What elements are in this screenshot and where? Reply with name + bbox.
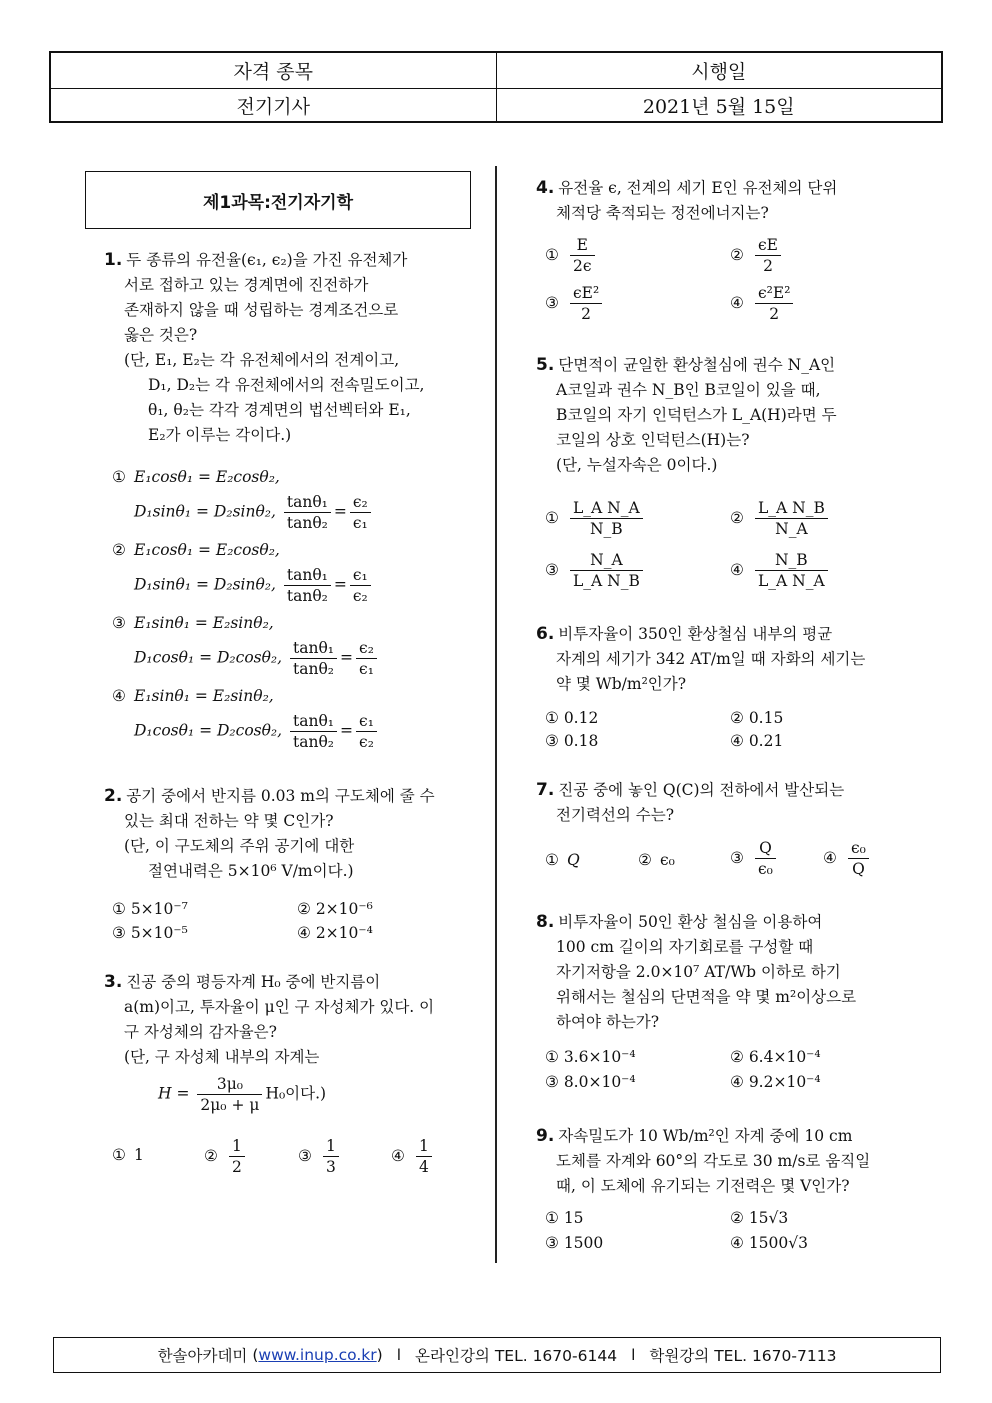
option-mark: ③ bbox=[112, 614, 126, 632]
question-8 bbox=[536, 910, 931, 1035]
question-text: 단면적이 균일한 환상철심에 권수 N_A인 bbox=[558, 356, 836, 374]
question-text: 비투자율이 350인 환상철심 내부의 평균 bbox=[558, 625, 833, 643]
q1-option-3[interactable]: ③ E₁sinθ₁ = E₂sinθ₂, D₁cosθ₁ = D₂cosθ₂, $\frac{\text{tanθ₁}}{\text{tanθ₂}}$ = $\frac{\text{ϵ₂}}{\text{ϵ₁}}$ bbox=[112, 612, 380, 679]
q9-option-3[interactable]: ③ 1500 bbox=[545, 1234, 604, 1252]
header-cell-date-value: 2021년 5월 15일 bbox=[642, 96, 795, 118]
option-text: D₁cosθ₁ = D₂cosθ₂, bbox=[134, 721, 283, 740]
option-text: E₁cosθ₁ = E₂cosθ₂, bbox=[134, 468, 280, 486]
q1-option-4[interactable]: ④ E₁sinθ₁ = E₂sinθ₂, D₁cosθ₁ = D₂cosθ₂, $\frac{\text{tanθ₁}}{\text{tanθ₂}}$ = $\frac{\text{ϵ₁}}{\text{ϵ₂}}$ bbox=[112, 685, 380, 752]
fraction: $\frac{\text{ϵ₂}}{\text{ϵ₁}}$ bbox=[356, 638, 377, 679]
question-3 bbox=[104, 970, 484, 1070]
question-text: 비투자율이 50인 환상 철심을 이용하여 bbox=[558, 913, 823, 931]
question-text: 전기력선의 수는? bbox=[556, 806, 675, 824]
subject-title: 제1과목:전기자기학 bbox=[85, 171, 471, 229]
option-mark: ① bbox=[545, 851, 559, 869]
q5-option-4[interactable] bbox=[730, 550, 831, 591]
q5-option-3[interactable] bbox=[545, 550, 646, 591]
question-note: (단, 구 자성체 내부의 자계는 bbox=[124, 1048, 320, 1066]
question-number: 3. bbox=[104, 972, 123, 992]
q7-option-4[interactable] bbox=[823, 838, 872, 879]
q3-option-2[interactable] bbox=[204, 1136, 248, 1177]
option-text: D₁cosθ₁ = D₂cosθ₂, bbox=[134, 648, 283, 667]
fraction: $\frac{\text{ϵ²E²}}{2}$ bbox=[755, 283, 793, 324]
q2-option-1[interactable]: ① 5×10⁻⁷ bbox=[112, 900, 188, 918]
option-mark: ④ bbox=[730, 293, 744, 312]
fraction: $\frac{\text{tanθ₁}}{\text{tanθ₂}}$ bbox=[284, 565, 331, 606]
option-mark: ③ bbox=[298, 1146, 312, 1165]
q3-option-4[interactable] bbox=[391, 1136, 435, 1177]
fraction: $\frac{E}{2\epsilon}$ bbox=[570, 235, 595, 276]
fraction: $\frac{1}{4}$ bbox=[416, 1136, 432, 1177]
q8-option-2[interactable]: ② 6.4×10⁻⁴ bbox=[730, 1048, 821, 1066]
q8-option-3[interactable]: ③ 8.0×10⁻⁴ bbox=[545, 1073, 636, 1091]
question-text: 유전율 ϵ, 전계의 세기 E인 유전체의 단위 bbox=[558, 179, 838, 197]
question-note: (단, 누설자속은 0이다.) bbox=[556, 456, 718, 474]
question-note: 절연내력은 5×10⁶ V/m이다.) bbox=[148, 862, 354, 880]
question-text: 체적당 축적되는 정전에너지는? bbox=[556, 204, 769, 222]
question-note: D₁, D₂는 각 유전체에서의 전속밀도이고, bbox=[148, 376, 425, 394]
q7-option-2[interactable] bbox=[638, 849, 675, 871]
question-text: B코일의 자기 인덕턴스가 L_A(H)라면 두 bbox=[556, 406, 837, 424]
question-text: 하여야 하는가? bbox=[556, 1013, 660, 1031]
option-text: ϵ₀ bbox=[660, 851, 675, 869]
fraction: $\frac{\text{L\_A N\_A}}{N\_B}$ bbox=[570, 498, 643, 539]
question-9 bbox=[536, 1124, 931, 1199]
question-number: 4. bbox=[536, 178, 555, 198]
option-mark: ② bbox=[638, 851, 652, 869]
question-number: 7. bbox=[536, 780, 555, 800]
footer-separator: l bbox=[631, 1346, 636, 1364]
formula-lhs: H = bbox=[158, 1084, 190, 1103]
fraction: $\frac{Q}{\text{ϵ₀}}$ bbox=[755, 838, 776, 879]
option-mark: ① bbox=[112, 468, 126, 486]
q3-option-1[interactable] bbox=[112, 1144, 144, 1166]
q4-option-1[interactable] bbox=[545, 235, 598, 276]
fraction: $\frac{\text{ϵ₁}}{\text{ϵ₂}}$ bbox=[356, 711, 377, 752]
question-text: 도체를 자계와 60°의 각도로 30 m/s로 움직일 bbox=[556, 1152, 871, 1170]
question-text: A코일과 권수 N_B인 B코일이 있을 때, bbox=[556, 381, 821, 399]
question-text: 공기 중에서 반지름 0.03 m의 구도체에 줄 수 bbox=[126, 787, 435, 805]
option-mark: ③ bbox=[730, 848, 744, 867]
question-text: 약 몇 Wb/m²인가? bbox=[556, 675, 687, 693]
footer-separator: l bbox=[396, 1346, 402, 1364]
q1-option-1[interactable]: ① E₁cosθ₁ = E₂cosθ₂, D₁sinθ₁ = D₂sinθ₂, $\frac{\text{tanθ₁}}{\text{tanθ₂}}$ = $\frac{\text{ϵ₂}}{\text{ϵ₁}}$ bbox=[112, 466, 374, 533]
question-text: 존재하지 않을 때 성립하는 경계조건으로 bbox=[124, 301, 399, 319]
option-text: E₁sinθ₁ = E₂sinθ₂, bbox=[134, 687, 274, 705]
question-text: 자계의 세기가 342 AT/m일 때 자화의 세기는 bbox=[556, 650, 866, 668]
question-text: a(m)이고, 투자율이 μ인 구 자성체가 있다. 이 bbox=[124, 998, 435, 1016]
option-mark: ④ bbox=[730, 560, 744, 579]
question-4 bbox=[536, 176, 916, 226]
fraction: $\frac{\text{ϵE²}}{2}$ bbox=[570, 283, 602, 324]
question-text: 서로 접하고 있는 경계면에 진전하가 bbox=[124, 276, 369, 294]
option-mark: ① bbox=[545, 508, 559, 527]
option-text: E₁cosθ₁ = E₂cosθ₂, bbox=[134, 541, 280, 559]
question-text: 진공 중의 평등자계 H₀ 중에 반지름이 bbox=[126, 973, 381, 991]
q6-option-4[interactable]: ④ 0.21 bbox=[730, 732, 784, 750]
q7-option-1[interactable] bbox=[545, 849, 580, 871]
question-text: 자속밀도가 10 Wb/m²인 자계 중에 10 cm bbox=[558, 1127, 853, 1145]
question-text: 구 자성체의 감자율은? bbox=[124, 1023, 277, 1041]
question-number: 1. bbox=[104, 250, 123, 270]
fraction: $\frac{1}{2}$ bbox=[229, 1136, 245, 1177]
q6-option-3[interactable]: ③ 0.18 bbox=[545, 732, 599, 750]
question-text: 있는 최대 전하는 약 몇 C인가? bbox=[124, 812, 334, 830]
q4-option-4[interactable] bbox=[730, 283, 796, 324]
fraction: $\frac{\text{3μ₀}}{\text{2μ₀ + μ}}$ bbox=[197, 1074, 262, 1115]
fraction: $\frac{N\_B}{\text{L\_A N\_A}}$ bbox=[755, 550, 828, 591]
question-5 bbox=[536, 353, 926, 478]
option-text: Q bbox=[567, 851, 580, 869]
option-mark: ③ bbox=[545, 293, 559, 312]
question-note: E₂가 이루는 각이다.) bbox=[148, 426, 292, 444]
option-text: 1 bbox=[134, 1146, 144, 1164]
fraction: $\frac{\text{ϵ₀}}{Q}$ bbox=[848, 838, 869, 879]
option-mark: ② bbox=[730, 508, 744, 527]
footer-online-tel: 온라인강의 TEL. 1670-6144 bbox=[415, 1347, 618, 1365]
fraction: $\frac{\text{ϵ₂}}{\text{ϵ₁}}$ bbox=[350, 492, 371, 533]
footer-link[interactable]: www.inup.co.kr bbox=[258, 1346, 377, 1364]
option-text: E₁sinθ₁ = E₂sinθ₂, bbox=[134, 614, 274, 632]
q6-option-2[interactable]: ② 0.15 bbox=[730, 709, 784, 727]
q9-option-2[interactable]: ② 15√3 bbox=[730, 1209, 789, 1227]
q2-option-3[interactable]: ③ 5×10⁻⁵ bbox=[112, 924, 188, 942]
fraction: $\frac{\text{ϵ₁}}{\text{ϵ₂}}$ bbox=[350, 565, 371, 606]
question-7 bbox=[536, 778, 926, 828]
option-mark: ② bbox=[112, 541, 126, 559]
option-mark: ④ bbox=[112, 687, 126, 705]
option-mark: ① bbox=[545, 245, 559, 264]
footer-offline-tel: 학원강의 TEL. 1670-7113 bbox=[649, 1347, 837, 1365]
q2-option-2[interactable]: ② 2×10⁻⁶ bbox=[297, 900, 373, 918]
footer: 한솔아카데미 ( www.inup.co.kr ) l 온라인강의 TEL. 1670-6144 l 학원강의 TEL. 1670-7113 bbox=[53, 1337, 941, 1373]
option-text: D₁sinθ₁ = D₂sinθ₂, bbox=[134, 502, 276, 521]
header-row-values bbox=[51, 88, 941, 123]
question-note: θ₁, θ₂는 각각 경계면의 법선벡터와 E₁, bbox=[148, 401, 411, 419]
footer-org: 한솔아카데미 bbox=[157, 1347, 248, 1365]
q9-option-4[interactable]: ④ 1500√3 bbox=[730, 1234, 809, 1252]
question-text: 두 종류의 유전율(ϵ₁, ϵ₂)을 가진 유전체가 bbox=[126, 251, 408, 269]
formula-tail: H₀이다.) bbox=[265, 1084, 327, 1103]
fraction: $\frac{\text{tanθ₁}}{\text{tanθ₂}}$ bbox=[290, 638, 337, 679]
question-note: (단, E₁, E₂는 각 유전체에서의 전계이고, bbox=[124, 351, 400, 369]
q5-option-1[interactable] bbox=[545, 498, 646, 539]
option-mark: ④ bbox=[391, 1146, 405, 1165]
header-table bbox=[49, 51, 943, 123]
option-mark: ④ bbox=[823, 848, 837, 867]
fraction: $\frac{\epsilon E}{2}$ bbox=[755, 235, 781, 276]
question-number: 5. bbox=[536, 355, 555, 375]
q8-option-4[interactable]: ④ 9.2×10⁻⁴ bbox=[730, 1073, 821, 1091]
q4-option-2[interactable] bbox=[730, 235, 784, 276]
question-6 bbox=[536, 622, 926, 697]
question-number: 8. bbox=[536, 912, 555, 932]
fraction: $\frac{1}{3}$ bbox=[323, 1136, 339, 1177]
option-text: D₁sinθ₁ = D₂sinθ₂, bbox=[134, 575, 276, 594]
q2-option-4[interactable]: ④ 2×10⁻⁴ bbox=[297, 924, 373, 942]
q3-option-3[interactable] bbox=[298, 1136, 342, 1177]
header-cell-exam-type-value: 전기기사 bbox=[51, 88, 497, 123]
question-number: 9. bbox=[536, 1126, 555, 1146]
question-text: 때, 이 도체에 유기되는 기전력은 몇 V인가? bbox=[556, 1177, 850, 1195]
question-number: 2. bbox=[104, 786, 123, 806]
column-divider bbox=[495, 166, 497, 1263]
question-note: (단, 이 구도체의 주위 공기에 대한 bbox=[124, 837, 355, 855]
option-mark: ① bbox=[112, 1146, 126, 1164]
q5-option-2[interactable] bbox=[730, 498, 831, 539]
q8-option-1[interactable]: ① 3.6×10⁻⁴ bbox=[545, 1048, 636, 1066]
option-mark: ② bbox=[730, 245, 744, 264]
question-text: 자기저항을 2.0×10⁷ AT/Wb 이하로 하기 bbox=[556, 963, 841, 981]
fraction: $\frac{\text{L\_A N\_B}}{N\_A}$ bbox=[755, 498, 828, 539]
question-1 bbox=[104, 248, 484, 448]
option-mark: ② bbox=[204, 1146, 218, 1165]
header-cell-date-label: 시행일 bbox=[691, 61, 747, 83]
q4-option-3[interactable] bbox=[545, 283, 605, 324]
q3-formula bbox=[158, 1074, 326, 1115]
question-text: 코일의 상호 인덕턴스(H)는? bbox=[556, 431, 750, 449]
fraction: $\frac{N\_A}{\text{L\_A N\_B}}$ bbox=[570, 550, 643, 591]
option-mark: ③ bbox=[545, 560, 559, 579]
question-text: 옳은 것은? bbox=[124, 326, 198, 344]
question-number: 6. bbox=[536, 624, 555, 644]
fraction: $\frac{\text{tanθ₁}}{\text{tanθ₂}}$ bbox=[290, 711, 337, 752]
header-cell-exam-type-label: 자격 종목 bbox=[51, 53, 497, 88]
q7-option-3[interactable] bbox=[730, 838, 779, 879]
question-text: 100 cm 길이의 자기회로를 구성할 때 bbox=[556, 938, 814, 956]
q9-option-1[interactable]: ① 15 bbox=[545, 1209, 584, 1227]
question-2 bbox=[104, 784, 484, 884]
fraction: $\frac{\text{tanθ₁}}{\text{tanθ₂}}$ bbox=[284, 492, 331, 533]
header-row-labels bbox=[51, 53, 941, 89]
question-text: 진공 중에 놓인 Q(C)의 전하에서 발산되는 bbox=[558, 781, 845, 799]
question-text: 위해서는 철심의 단면적을 약 몇 m²이상으로 bbox=[556, 988, 857, 1006]
q6-option-1[interactable]: ① 0.12 bbox=[545, 709, 599, 727]
q1-option-2[interactable]: ② E₁cosθ₁ = E₂cosθ₂, D₁sinθ₁ = D₂sinθ₂, $\frac{\text{tanθ₁}}{\text{tanθ₂}}$ = $\frac{\text{ϵ₁}}{\text{ϵ₂}}$ bbox=[112, 539, 374, 606]
